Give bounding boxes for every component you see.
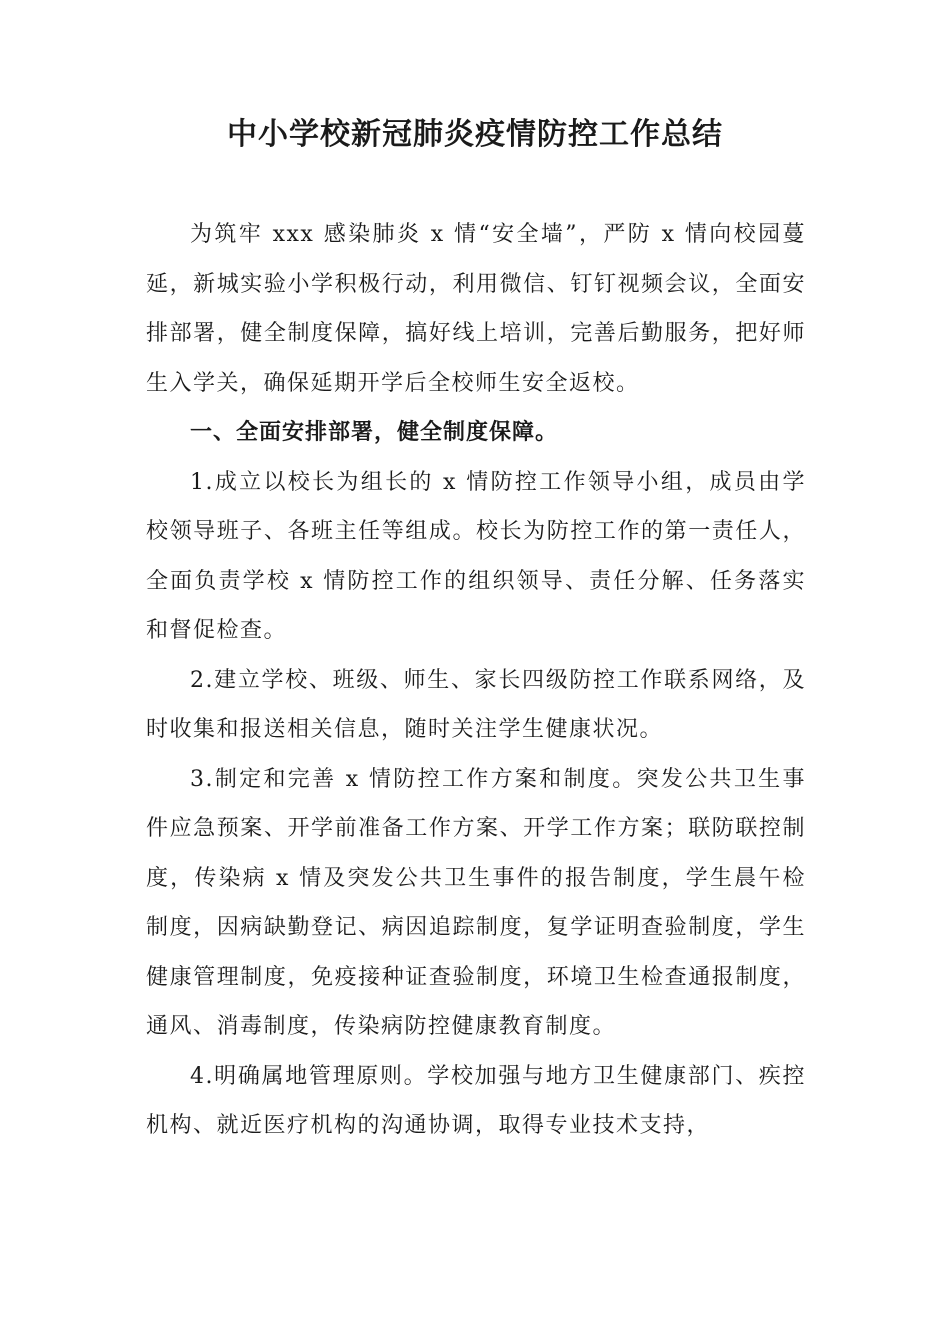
section-heading-1: 一、全面安排部署，健全制度保障。 [190,420,559,445]
item-paragraph-2: 2.建立学校、班级、师生、家长四级防控工作联系网络，及时收集和报送相关信息，随时关注学生健康状况。 [146,667,806,742]
item-paragraph-3: 3.制定和完善 x 情防控工作方案和制度。突发公共卫生事件应急预案、开学前准备工作方案、开学工作方案；联防联控制度，传染病 x 情及突发公共卫生事件的报告制度，学生晨午检制度，因病缺勤登记、病因追踪制度，复学证明查验制度，学生健康管理制度，免疫接种证查验制度，环境卫生检查通报制度，通风、消毒制度，传染病防控健康教育制度。 [146,766,806,1039]
document-body [146,210,806,1151]
document-title: 中小学校新冠肺炎疫情防控工作总结 [227,117,723,152]
item-paragraph-1: 1.成立以校长为组长的 x 情防控工作领导小组，成员由学校领导班子、各班主任等组成。校长为防控工作的第一责任人，全面负责学校 x 情防控工作的组织领导、责任分解、任务落实和督促检查。 [146,469,806,643]
item-paragraph-4: 4.明确属地管理原则。学校加强与地方卫生健康部门、疾控机构、就近医疗机构的沟通协调，取得专业技术支持， [146,1063,806,1138]
intro-paragraph: 为筑牢 xxx 感染肺炎 x 情“安全墙”，严防 x 情向校园蔓延，新城实验小学积极行动，利用微信、钉钉视频会议，全面安排部署，健全制度保障，搞好线上培训，完善后勤服务，把好师生入学关，确保延期开学后全校师生安全返校。 [146,222,806,396]
